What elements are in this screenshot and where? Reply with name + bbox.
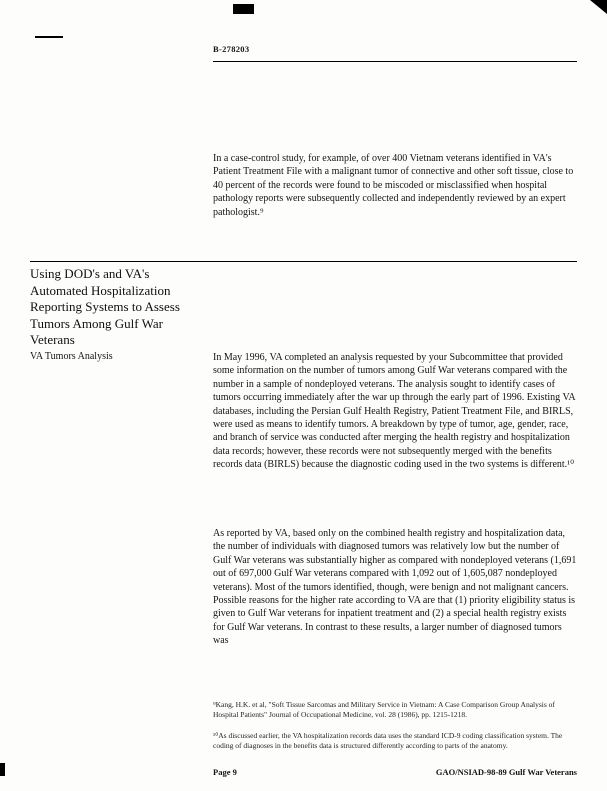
document-id: B-278203: [213, 44, 250, 54]
body-paragraph-2: As reported by VA, based only on the combined health registry and hospitalization data, the number of individuals with diagnosed tumors was relatively low but the number of Gulf War veterans was substantially higher as compared with nondeployed veterans (1,691 out of 697,000 Gulf War veterans compared with 1,092 out of 1,605,087 nondeployed veterans). Most of the tumors identified, though, were benign and not malignant cancers. Possible reasons for the higher rate according to VA are that (1) priority eligibility status is given to Gulf War veterans for inpatient treatment and (2) a special health registry exists for Gulf War veterans. In contrast to these results, a larger number of diagnosed tumors was: [213, 528, 577, 647]
header-rule: [213, 61, 577, 62]
footer-page-number: Page 9: [213, 767, 237, 777]
footnote-9: ⁹Kang, H.K. et al, "Soft Tissue Sarcomas and Military Service in Vietnam: A Case Comparison Group Analysis of Hospital Patients" Journal of Occupational Medicine, vol. 28 (1986), pp. 1215-1218.: [213, 700, 555, 719]
footer-report-id: GAO/NSIAD-98-89 Gulf War Veterans: [435, 767, 577, 777]
body-paragraph-1: In May 1996, VA completed an analysis requested by your Subcommittee that provided some information on the number of tumors among Gulf War veterans compared with the number in a sample of nondeployed veterans. The analysis sought to identify cases of tumors occurring immediately after the war up through the early part of 1996. Existing VA databases, including the Persian Gulf Health Registry, Patient Treatment File, and BIRLS, were used as means to identify tumors. A breakdown by type of tumor, age, gender, race, and branch of service was conducted after merging the health registry and hospitalization data records; however, these records were not subsequently merged with the benefits records data (BIRLS) because the diagnostic coding used in the two systems is different.¹⁰: [213, 352, 576, 471]
footnote-10: ¹⁰As discussed earlier, the VA hospitalization records data uses the standard ICD-9 coding classification system. The coding of diagnoses in the benefits data is structured differently according to parts of the anatomy.: [213, 731, 563, 750]
scan-artifact-top-icon: [233, 4, 254, 14]
scan-artifact-left-edge-icon: [0, 763, 5, 776]
top-left-rule: [35, 36, 63, 38]
section-heading: Using DOD's and VA's Automated Hospitalization Reporting Systems to Assess Tumors Among Gulf War Veterans: [30, 266, 180, 347]
side-label-va-tumors-analysis: VA Tumors Analysis: [30, 351, 113, 362]
intro-paragraph: In a case-control study, for example, of over 400 Vietnam veterans identified in VA's Patient Treatment File with a malignant tumor of connective and other soft tissue, close to 40 percent of the records were found to be miscoded or misclassified when hospital pathology reports were subsequently collected and independently reviewed by an expert pathologist.⁹: [213, 153, 574, 218]
section-divider-rule: [30, 261, 577, 262]
scan-artifact-corner-icon: [590, 0, 607, 14]
